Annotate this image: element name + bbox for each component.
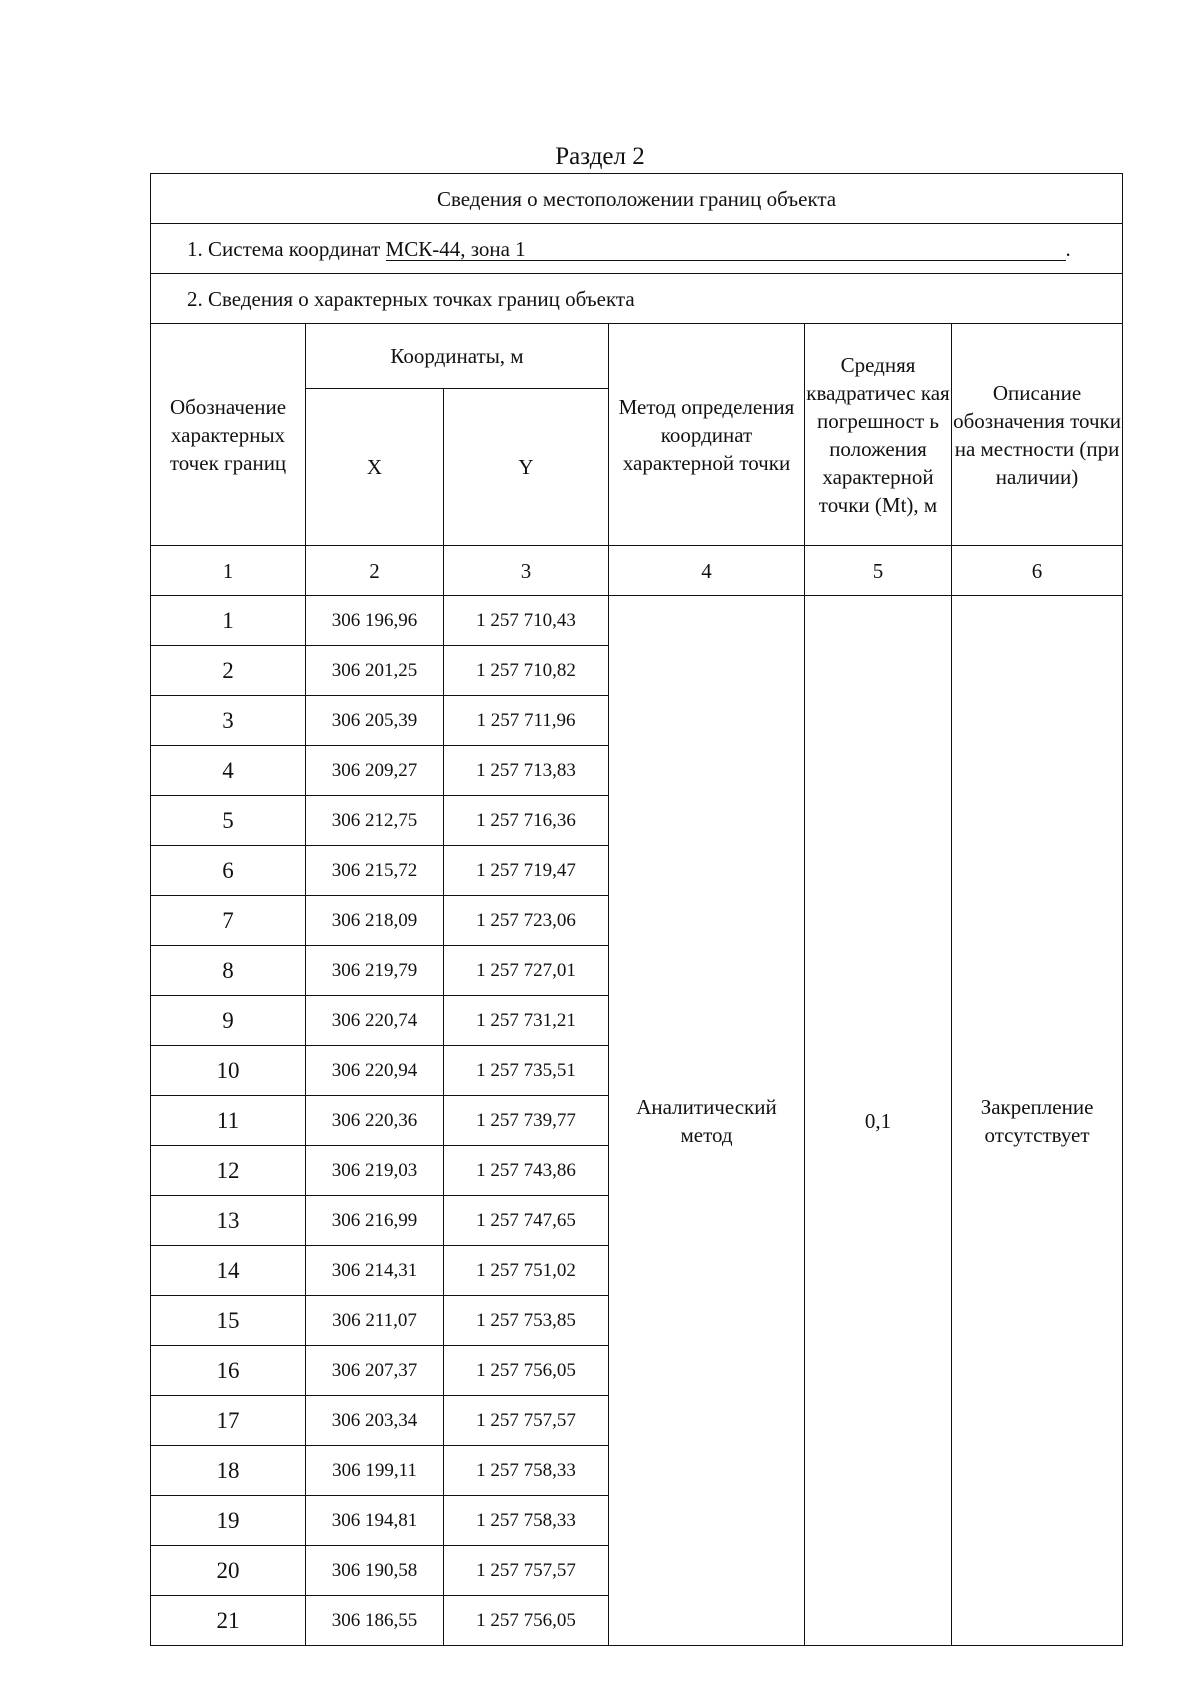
point-id: 13 (151, 1196, 306, 1246)
coord-x: 306 190,58 (306, 1546, 444, 1596)
coord-y: 1 257 710,82 (444, 646, 609, 696)
error-cell: 0,1 (805, 596, 952, 1646)
coord-y: 1 257 727,01 (444, 946, 609, 996)
coord-x: 306 186,55 (306, 1596, 444, 1646)
coord-y: 1 257 731,21 (444, 996, 609, 1046)
coord-x: 306 211,07 (306, 1296, 444, 1346)
coord-x: 306 214,31 (306, 1246, 444, 1296)
column-number: 1 (151, 546, 306, 596)
coord-x: 306 209,27 (306, 746, 444, 796)
point-id: 11 (151, 1096, 306, 1146)
column-number: 3 (444, 546, 609, 596)
coord-x: 306 219,79 (306, 946, 444, 996)
coord-y: 1 257 757,57 (444, 1396, 609, 1446)
coord-y: 1 257 723,06 (444, 896, 609, 946)
coord-y: 1 257 735,51 (444, 1046, 609, 1096)
point-id: 2 (151, 646, 306, 696)
coord-y: 1 257 743,86 (444, 1146, 609, 1196)
coord-y: 1 257 753,85 (444, 1296, 609, 1346)
coord-x: 306 196,96 (306, 596, 444, 646)
coord-x: 306 201,25 (306, 646, 444, 696)
coord-x: 306 194,81 (306, 1496, 444, 1546)
point-id: 8 (151, 946, 306, 996)
point-id: 6 (151, 846, 306, 896)
header-error: Средняя квадратичес кая погрешност ь положения характерной точки (Mt), м (805, 324, 952, 546)
point-id: 10 (151, 1046, 306, 1096)
coord-x: 306 212,75 (306, 796, 444, 846)
point-id: 15 (151, 1296, 306, 1346)
coord-x: 306 220,94 (306, 1046, 444, 1096)
coord-x: 306 216,99 (306, 1196, 444, 1246)
column-number: 6 (952, 546, 1123, 596)
coord-x: 306 218,09 (306, 896, 444, 946)
point-id: 9 (151, 996, 306, 1046)
coord-system-suffix: . (1065, 236, 1071, 261)
point-id: 20 (151, 1546, 306, 1596)
coord-y: 1 257 758,33 (444, 1496, 609, 1546)
table-caption: Сведения о местоположении границ объекта (151, 174, 1123, 224)
coord-y: 1 257 747,65 (444, 1196, 609, 1246)
coord-x: 306 199,11 (306, 1446, 444, 1496)
point-id: 17 (151, 1396, 306, 1446)
coord-x: 306 215,72 (306, 846, 444, 896)
section-title: Раздел 2 (555, 143, 645, 170)
point-id: 14 (151, 1246, 306, 1296)
points-heading: 2. Сведения о характерных точках границ объекта (151, 274, 1123, 324)
coord-y: 1 257 751,02 (444, 1246, 609, 1296)
coord-y: 1 257 739,77 (444, 1096, 609, 1146)
column-number: 4 (609, 546, 805, 596)
point-id: 1 (151, 596, 306, 646)
coord-y: 1 257 713,83 (444, 746, 609, 796)
coord-x: 306 220,74 (306, 996, 444, 1046)
coord-y: 1 257 710,43 (444, 596, 609, 646)
coord-y: 1 257 756,05 (444, 1346, 609, 1396)
header-designation: Обозначение характерных точек границ (151, 324, 306, 546)
header-method: Метод определения координат характерной точки (609, 324, 805, 546)
boundary-points-table (150, 173, 1123, 1646)
description-cell: Закрепление отсутствует (952, 596, 1123, 1646)
header-coordinates: Координаты, м (306, 324, 609, 389)
coord-y: 1 257 716,36 (444, 796, 609, 846)
column-number: 5 (805, 546, 952, 596)
point-id: 19 (151, 1496, 306, 1546)
point-id: 7 (151, 896, 306, 946)
point-id: 16 (151, 1346, 306, 1396)
point-id: 5 (151, 796, 306, 846)
header-description: Описание обозначения точки на местности (при наличии) (952, 324, 1123, 546)
coord-y: 1 257 711,96 (444, 696, 609, 746)
point-id: 3 (151, 696, 306, 746)
point-id: 4 (151, 746, 306, 796)
coord-y: 1 257 719,47 (444, 846, 609, 896)
coord-x: 306 203,34 (306, 1396, 444, 1446)
coord-x: 306 207,37 (306, 1346, 444, 1396)
coord-system-value: МСК-44, зона 1 (386, 238, 1066, 261)
point-id: 12 (151, 1146, 306, 1196)
column-number: 2 (306, 546, 444, 596)
point-id: 21 (151, 1596, 306, 1646)
coord-x: 306 205,39 (306, 696, 444, 746)
coord-system-row (151, 224, 1123, 274)
coord-system-prefix: 1. Система координат (187, 236, 386, 261)
header-x: X (306, 389, 444, 546)
table-row (151, 596, 1123, 646)
header-y: Y (444, 389, 609, 546)
method-cell: Аналитический метод (609, 596, 805, 1646)
coord-x: 306 220,36 (306, 1096, 444, 1146)
coord-y: 1 257 757,57 (444, 1546, 609, 1596)
coord-y: 1 257 756,05 (444, 1596, 609, 1646)
point-id: 18 (151, 1446, 306, 1496)
coord-x: 306 219,03 (306, 1146, 444, 1196)
coord-y: 1 257 758,33 (444, 1446, 609, 1496)
